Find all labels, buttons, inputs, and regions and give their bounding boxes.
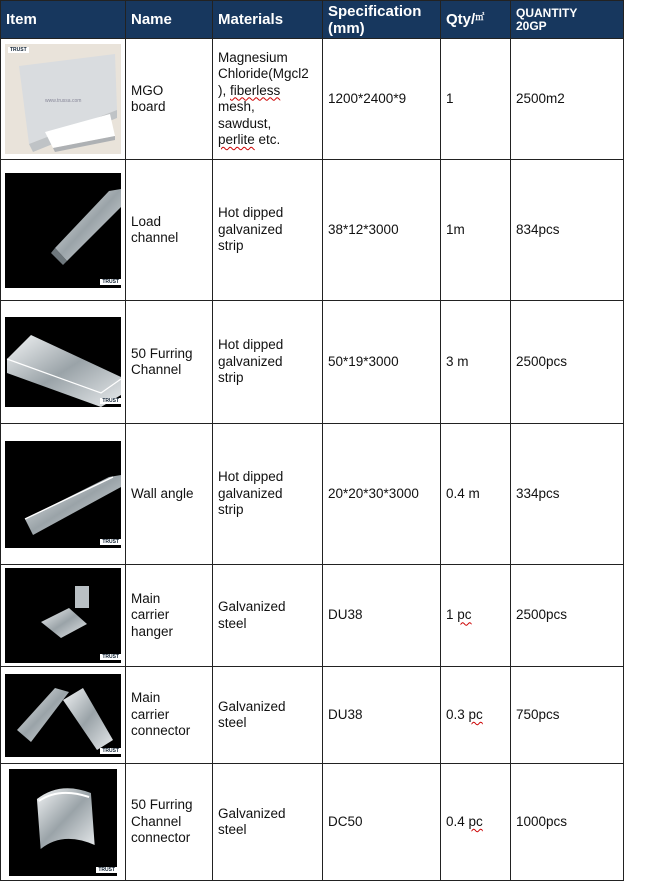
header-name: Name: [126, 1, 213, 39]
materials-cell: [213, 160, 323, 301]
header-quantity: [511, 1, 624, 39]
mgo-board-photo: [5, 44, 121, 154]
qty-value: 1m: [446, 221, 465, 237]
specification-cell: 50*19*3000: [323, 301, 441, 424]
name-cell: [126, 39, 213, 160]
name-line: channel: [131, 230, 179, 245]
materials-line: Magnesium: [218, 49, 288, 65]
trust-logo: TRUST: [10, 47, 27, 53]
materials-cell: [213, 667, 323, 764]
name-cell: [126, 160, 213, 301]
quantity-cell: 2500pcs: [511, 301, 624, 424]
materials-line: Hot dipped: [218, 337, 284, 353]
table-row: [1, 667, 624, 764]
qty-value: 0.4 m: [446, 485, 480, 501]
header-row: [1, 1, 624, 39]
item-image-cell: [1, 667, 126, 764]
qty-value: 0.4 pc: [446, 813, 483, 829]
qty-cell: [441, 301, 511, 424]
table-row: [1, 301, 624, 424]
materials-line: sawdust,: [218, 115, 272, 131]
name-cell: [126, 301, 213, 424]
materials-line: ), fiberless: [218, 82, 281, 98]
quantity-cell: 334pcs: [511, 424, 624, 565]
materials-line: steel: [218, 715, 247, 730]
name-line: Channel: [131, 362, 182, 377]
qty-header-unit: ㎡: [475, 12, 485, 22]
qty-cell: [441, 424, 511, 565]
specification-cell: DU38: [323, 667, 441, 764]
qty-cell: [441, 160, 511, 301]
name-cell: [126, 667, 213, 764]
qty-cell: [441, 764, 511, 881]
materials-line: strip: [218, 238, 244, 254]
materials-line: galvanized: [218, 221, 283, 237]
trust-logo: TRUST: [102, 538, 119, 545]
qty-cell: [441, 565, 511, 667]
specification-cell: 38*12*3000: [323, 160, 441, 301]
materials-line: Galvanized: [218, 599, 286, 614]
qty-value: 3 m: [446, 353, 469, 369]
trust-logo: TRUST: [102, 278, 119, 285]
table-row: [1, 424, 624, 565]
table-row: [1, 565, 624, 667]
header-qty: [441, 1, 511, 39]
header-item: Item: [1, 1, 126, 39]
quantity-header-line2: 20GP: [516, 18, 547, 33]
name-line: connector: [131, 830, 191, 846]
materials-line: perlite etc.: [218, 132, 281, 147]
name-cell: [126, 764, 213, 881]
name-line: Channel: [131, 813, 182, 829]
materials-cell: [213, 565, 323, 667]
materials-line: steel: [218, 822, 247, 837]
name-line: hanger: [131, 623, 174, 639]
header-specification: [323, 1, 441, 39]
table-row: [1, 39, 624, 160]
materials-line: steel: [218, 615, 247, 631]
furring-connector-photo: [9, 769, 117, 876]
qty-value: 1: [446, 90, 454, 106]
materials-line: Hot dipped: [218, 205, 284, 221]
item-image-cell: [1, 160, 126, 301]
name-line: Wall angle: [131, 485, 194, 501]
spec-header-line1: Specification: [328, 2, 422, 20]
qty-cell: [441, 667, 511, 764]
item-image-cell: [1, 424, 126, 565]
name-line: 50 Furring: [131, 345, 193, 361]
materials-line: strip: [218, 502, 244, 518]
materials-line: galvanized: [218, 353, 283, 369]
materials-line: galvanized: [218, 485, 283, 501]
specification-cell: DC50: [323, 764, 441, 881]
name-line: Main: [131, 590, 161, 606]
name-line: MGO: [131, 82, 164, 98]
wall-angle-photo: [5, 441, 121, 548]
specification-cell: 1200*2400*9: [323, 39, 441, 160]
materials-line: strip: [218, 370, 244, 386]
trust-logo: TRUST: [98, 866, 115, 873]
item-image-cell: [1, 764, 126, 881]
trust-logo: TRUST: [102, 747, 119, 754]
name-line: board: [131, 99, 166, 114]
name-line: 50 Furring: [131, 797, 193, 813]
materials-line: Hot dipped: [218, 469, 284, 485]
trust-logo: TRUST: [102, 654, 119, 660]
qty-cell: [441, 39, 511, 160]
quantity-cell: 1000pcs: [511, 764, 624, 881]
quantity-cell: 2500pcs: [511, 565, 624, 667]
qty-header-prefix: Qty/: [446, 11, 476, 28]
name-line: Main: [131, 690, 161, 706]
item-image-cell: [1, 301, 126, 424]
furring-channel-photo: [5, 317, 121, 407]
item-image-cell: [1, 39, 126, 160]
name-line: Load: [131, 213, 162, 229]
qty-value: 0.3 pc: [446, 706, 483, 722]
quantity-cell: 2500m2: [511, 39, 624, 160]
quantity-cell: 750pcs: [511, 667, 624, 764]
materials-cell: [213, 424, 323, 565]
load-channel-photo: [5, 173, 121, 288]
trust-logo: TRUST: [102, 398, 119, 404]
name-cell: [126, 424, 213, 565]
name-cell: [126, 565, 213, 667]
name-line: connector: [131, 723, 191, 739]
materials-line: Galvanized: [218, 805, 286, 821]
qty-value: 1 pc: [446, 607, 472, 623]
materials-line: Chloride(Mgcl2: [218, 66, 309, 81]
specification-cell: DU38: [323, 565, 441, 667]
materials-line: mesh,: [218, 99, 255, 114]
specification-cell: 20*20*30*3000: [323, 424, 441, 565]
quantity-header-line1: QUANTITY: [516, 5, 578, 20]
table-row: [1, 160, 624, 301]
item-image-cell: [1, 565, 126, 667]
table-row: [1, 764, 624, 881]
hanger-photo: [5, 568, 121, 663]
spec-header-line2: (mm): [328, 19, 365, 37]
materials-cell: [213, 764, 323, 881]
name-line: carrier: [131, 607, 170, 623]
header-materials: Materials: [213, 1, 323, 39]
materials-line: Galvanized: [218, 698, 286, 714]
connector-photo: [5, 674, 121, 757]
svg-text:www.trussa.com: www.trussa.com: [45, 98, 82, 104]
materials-cell: [213, 39, 323, 160]
quantity-cell: 834pcs: [511, 160, 624, 301]
name-line: carrier: [131, 706, 170, 722]
materials-cell: [213, 301, 323, 424]
